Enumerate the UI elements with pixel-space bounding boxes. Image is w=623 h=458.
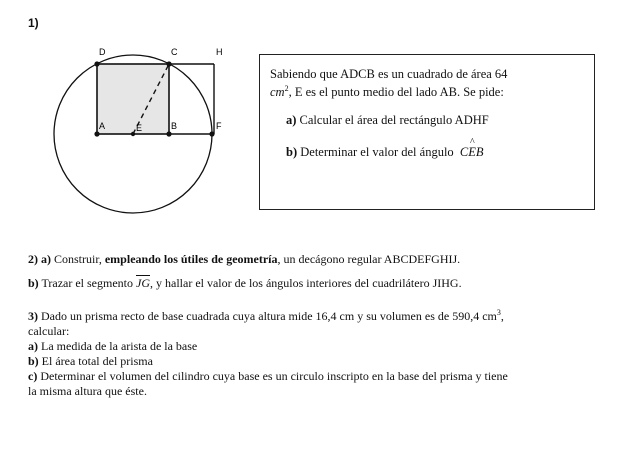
problem-1-statement-box — [259, 54, 595, 210]
problem-2-a-text-2: , un decágono regular ABCDEFGHIJ. — [277, 252, 461, 266]
angle-b: B — [475, 145, 484, 159]
label-f: F — [216, 121, 222, 131]
problem-1-item-b — [286, 143, 586, 161]
unit-cm: cm — [270, 85, 285, 99]
problem-2-a — [28, 252, 598, 267]
angle-c: C — [459, 145, 469, 159]
square-adcb — [97, 64, 169, 134]
problem-2-number: 2) — [28, 252, 38, 266]
problem-3-c-text-1: Determinar el volumen del cilindro cuya base es un circulo inscripto en la base del prisma y tiene — [40, 369, 508, 383]
segment-jg: $\overline{JG}$ — [136, 276, 150, 290]
problem-3-intro-1: Dado un prisma recto de base cuadrada cuya altura mide 16,4 cm y su volumen es de 590,4 cm — [41, 309, 497, 323]
problem-3-intro-2: , — [500, 309, 504, 323]
unit-exponent: 2 — [284, 83, 289, 93]
problem-3-b-text: El área total del prisma — [41, 354, 153, 368]
angle-ceb — [460, 145, 484, 159]
angle-e-hat: ^ E — [468, 143, 476, 161]
problem-3 — [28, 309, 598, 399]
problem-2 — [28, 252, 598, 291]
item-b-label: b) — [286, 145, 298, 159]
problem-2-b — [28, 276, 598, 291]
point-e — [131, 132, 135, 136]
intro-text-1: Sabiendo que ADCB es un cuadrado de área 64 — [270, 67, 508, 81]
label-b: B — [171, 121, 178, 131]
item-a-label: a) — [286, 113, 297, 127]
problem-2-b-label: b) — [28, 276, 39, 290]
label-c: C — [171, 47, 178, 57]
point-d — [94, 61, 99, 66]
problem-3-intro — [28, 309, 598, 324]
problem-3-a-label: a) — [28, 339, 38, 353]
label-a: A — [99, 121, 106, 131]
problem-2-b-text-1: Trazar el segmento — [41, 276, 136, 290]
problem-2-b-text-2: , y hallar el valor de los ángulos interiores del cuadrilátero JIHG. — [150, 276, 462, 290]
point-c — [166, 61, 171, 66]
problem-3-b-label: b) — [28, 354, 39, 368]
problem-2-a-text-1: Construir, — [54, 252, 105, 266]
label-d: D — [99, 47, 106, 57]
point-f — [209, 131, 214, 136]
problem-3-c-text-2: la misma altura que éste. — [28, 384, 147, 398]
intro-text-2: , E es el punto medio del lado AB. Se pide: — [288, 85, 504, 99]
problem-1-intro — [270, 65, 586, 101]
problem-3-calcular: calcular: — [28, 324, 70, 338]
problem-2-a-label: a) — [41, 252, 51, 266]
problem-1-number: 1) — [28, 16, 39, 30]
point-a — [94, 131, 99, 136]
problem-3-a — [28, 339, 598, 354]
problem-3-a-text: La medida de la arista de la base — [41, 339, 198, 353]
point-b — [166, 131, 171, 136]
label-e: E — [136, 123, 143, 133]
cropped-top-line — [0, 0, 623, 2]
problem-3-exponent: 3 — [496, 308, 501, 317]
item-b-text: Determinar el valor del ángulo — [300, 145, 454, 159]
problem-3-b — [28, 354, 598, 369]
problem-1-item-a — [286, 111, 586, 129]
label-h: H — [216, 47, 223, 57]
problem-3-number: 3) — [28, 309, 38, 323]
problem-3-c — [28, 369, 598, 384]
geometry-figure — [40, 38, 250, 224]
problem-3-c-label: c) — [28, 369, 38, 383]
problem-2-a-bold: empleando los útiles de geometría — [104, 252, 278, 266]
item-a-text: Calcular el área del rectángulo ADHF — [299, 113, 489, 127]
